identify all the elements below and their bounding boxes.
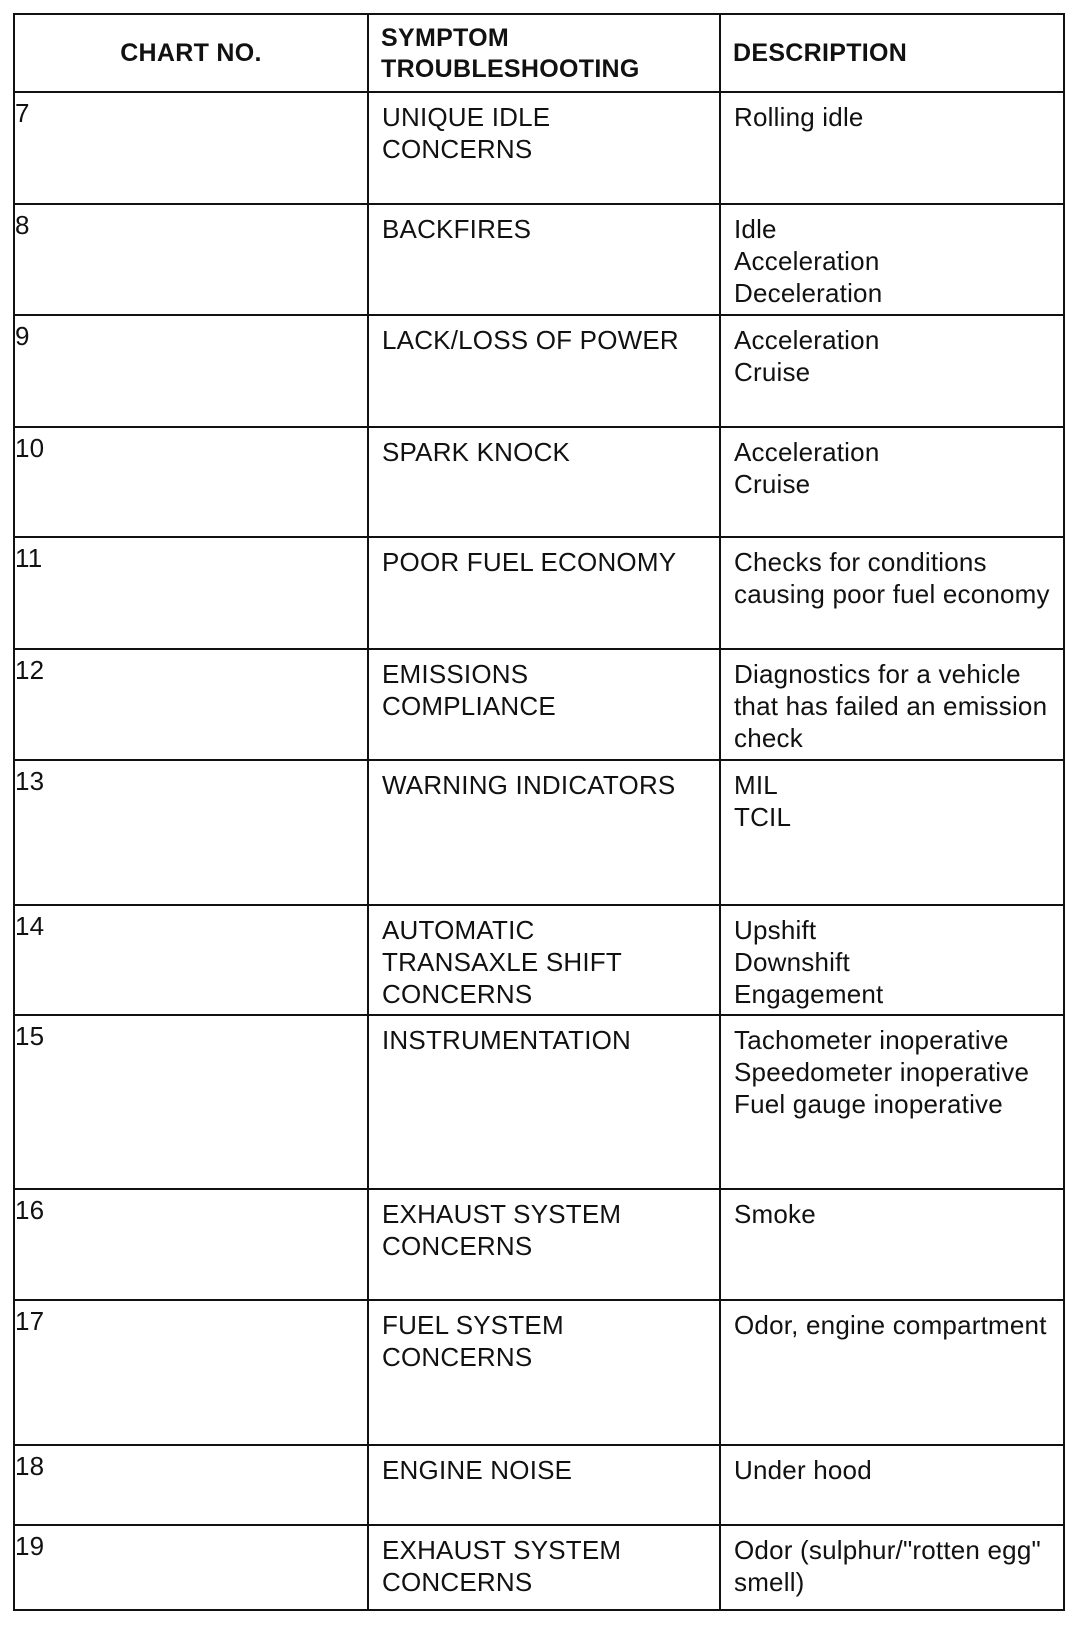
description-cell: Odor, engine compartment — [720, 1300, 1064, 1445]
table-row — [14, 1300, 1064, 1445]
chart-number-cell: 9 — [14, 315, 368, 427]
symptom-cell: EMISSIONS COMPLIANCE — [368, 649, 720, 761]
description-cell: Smoke — [720, 1189, 1064, 1301]
table-row — [14, 905, 1064, 1015]
symptom-cell: SPARK KNOCK — [368, 427, 720, 537]
chart-number-cell: 16 — [14, 1189, 368, 1301]
description-cell: Tachometer inoperative Speedometer inoperative Fuel gauge inoperative — [720, 1015, 1064, 1188]
description-cell: Diagnostics for a vehicle that has failed an emission check — [720, 649, 1064, 761]
table-row — [14, 1189, 1064, 1301]
symptom-cell: ENGINE NOISE — [368, 1445, 720, 1526]
chart-number-cell: 18 — [14, 1445, 368, 1526]
chart-number-cell: 8 — [14, 204, 368, 316]
symptom-cell: POOR FUEL ECONOMY — [368, 537, 720, 649]
symptom-cell: BACKFIRES — [368, 204, 720, 316]
description-cell: Idle Acceleration Deceleration — [720, 204, 1064, 316]
symptom-cell: WARNING INDICATORS — [368, 760, 720, 905]
chart-number-cell: 11 — [14, 537, 368, 649]
table-row — [14, 315, 1064, 427]
troubleshooting-chart-page — [13, 13, 1063, 1611]
symptom-cell: FUEL SYSTEM CONCERNS — [368, 1300, 720, 1445]
symptom-cell: UNIQUE IDLE CONCERNS — [368, 92, 720, 204]
chart-number-cell: 12 — [14, 649, 368, 761]
symptom-cell: LACK/LOSS OF POWER — [368, 315, 720, 427]
table-row — [14, 427, 1064, 537]
chart-number-cell: 17 — [14, 1300, 368, 1445]
table-row — [14, 537, 1064, 649]
description-cell: Under hood — [720, 1445, 1064, 1526]
table-row — [14, 1525, 1064, 1610]
description-cell: Acceleration Cruise — [720, 427, 1064, 537]
table-header-row — [14, 14, 1064, 92]
troubleshooting-table — [13, 13, 1065, 1611]
description-cell: MIL TCIL — [720, 760, 1064, 905]
description-cell: Checks for conditions causing poor fuel economy — [720, 537, 1064, 649]
symptom-cell: EXHAUST SYSTEM CONCERNS — [368, 1525, 720, 1610]
symptom-cell: AUTOMATIC TRANSAXLE SHIFT CONCERNS — [368, 905, 720, 1015]
table-row — [14, 1015, 1064, 1188]
symptom-cell: EXHAUST SYSTEM CONCERNS — [368, 1189, 720, 1301]
chart-number-cell: 19 — [14, 1525, 368, 1610]
header-chart-no: CHART NO. — [14, 14, 368, 92]
header-description: DESCRIPTION — [720, 14, 1064, 92]
chart-number-cell: 10 — [14, 427, 368, 537]
chart-number-cell: 7 — [14, 92, 368, 204]
symptom-cell: INSTRUMENTATION — [368, 1015, 720, 1188]
table-row — [14, 204, 1064, 316]
description-cell: Upshift Downshift Engagement — [720, 905, 1064, 1015]
description-cell: Rolling idle — [720, 92, 1064, 204]
table-row — [14, 649, 1064, 761]
table-row — [14, 92, 1064, 204]
table-row — [14, 760, 1064, 905]
description-cell: Acceleration Cruise — [720, 315, 1064, 427]
chart-number-cell: 15 — [14, 1015, 368, 1188]
header-symptom-troubleshooting: SYMPTOM TROUBLESHOOTING — [368, 14, 720, 92]
chart-number-cell: 13 — [14, 760, 368, 905]
description-cell: Odor (sulphur/"rotten egg" smell) — [720, 1525, 1064, 1610]
chart-number-cell: 14 — [14, 905, 368, 1015]
table-row — [14, 1445, 1064, 1526]
